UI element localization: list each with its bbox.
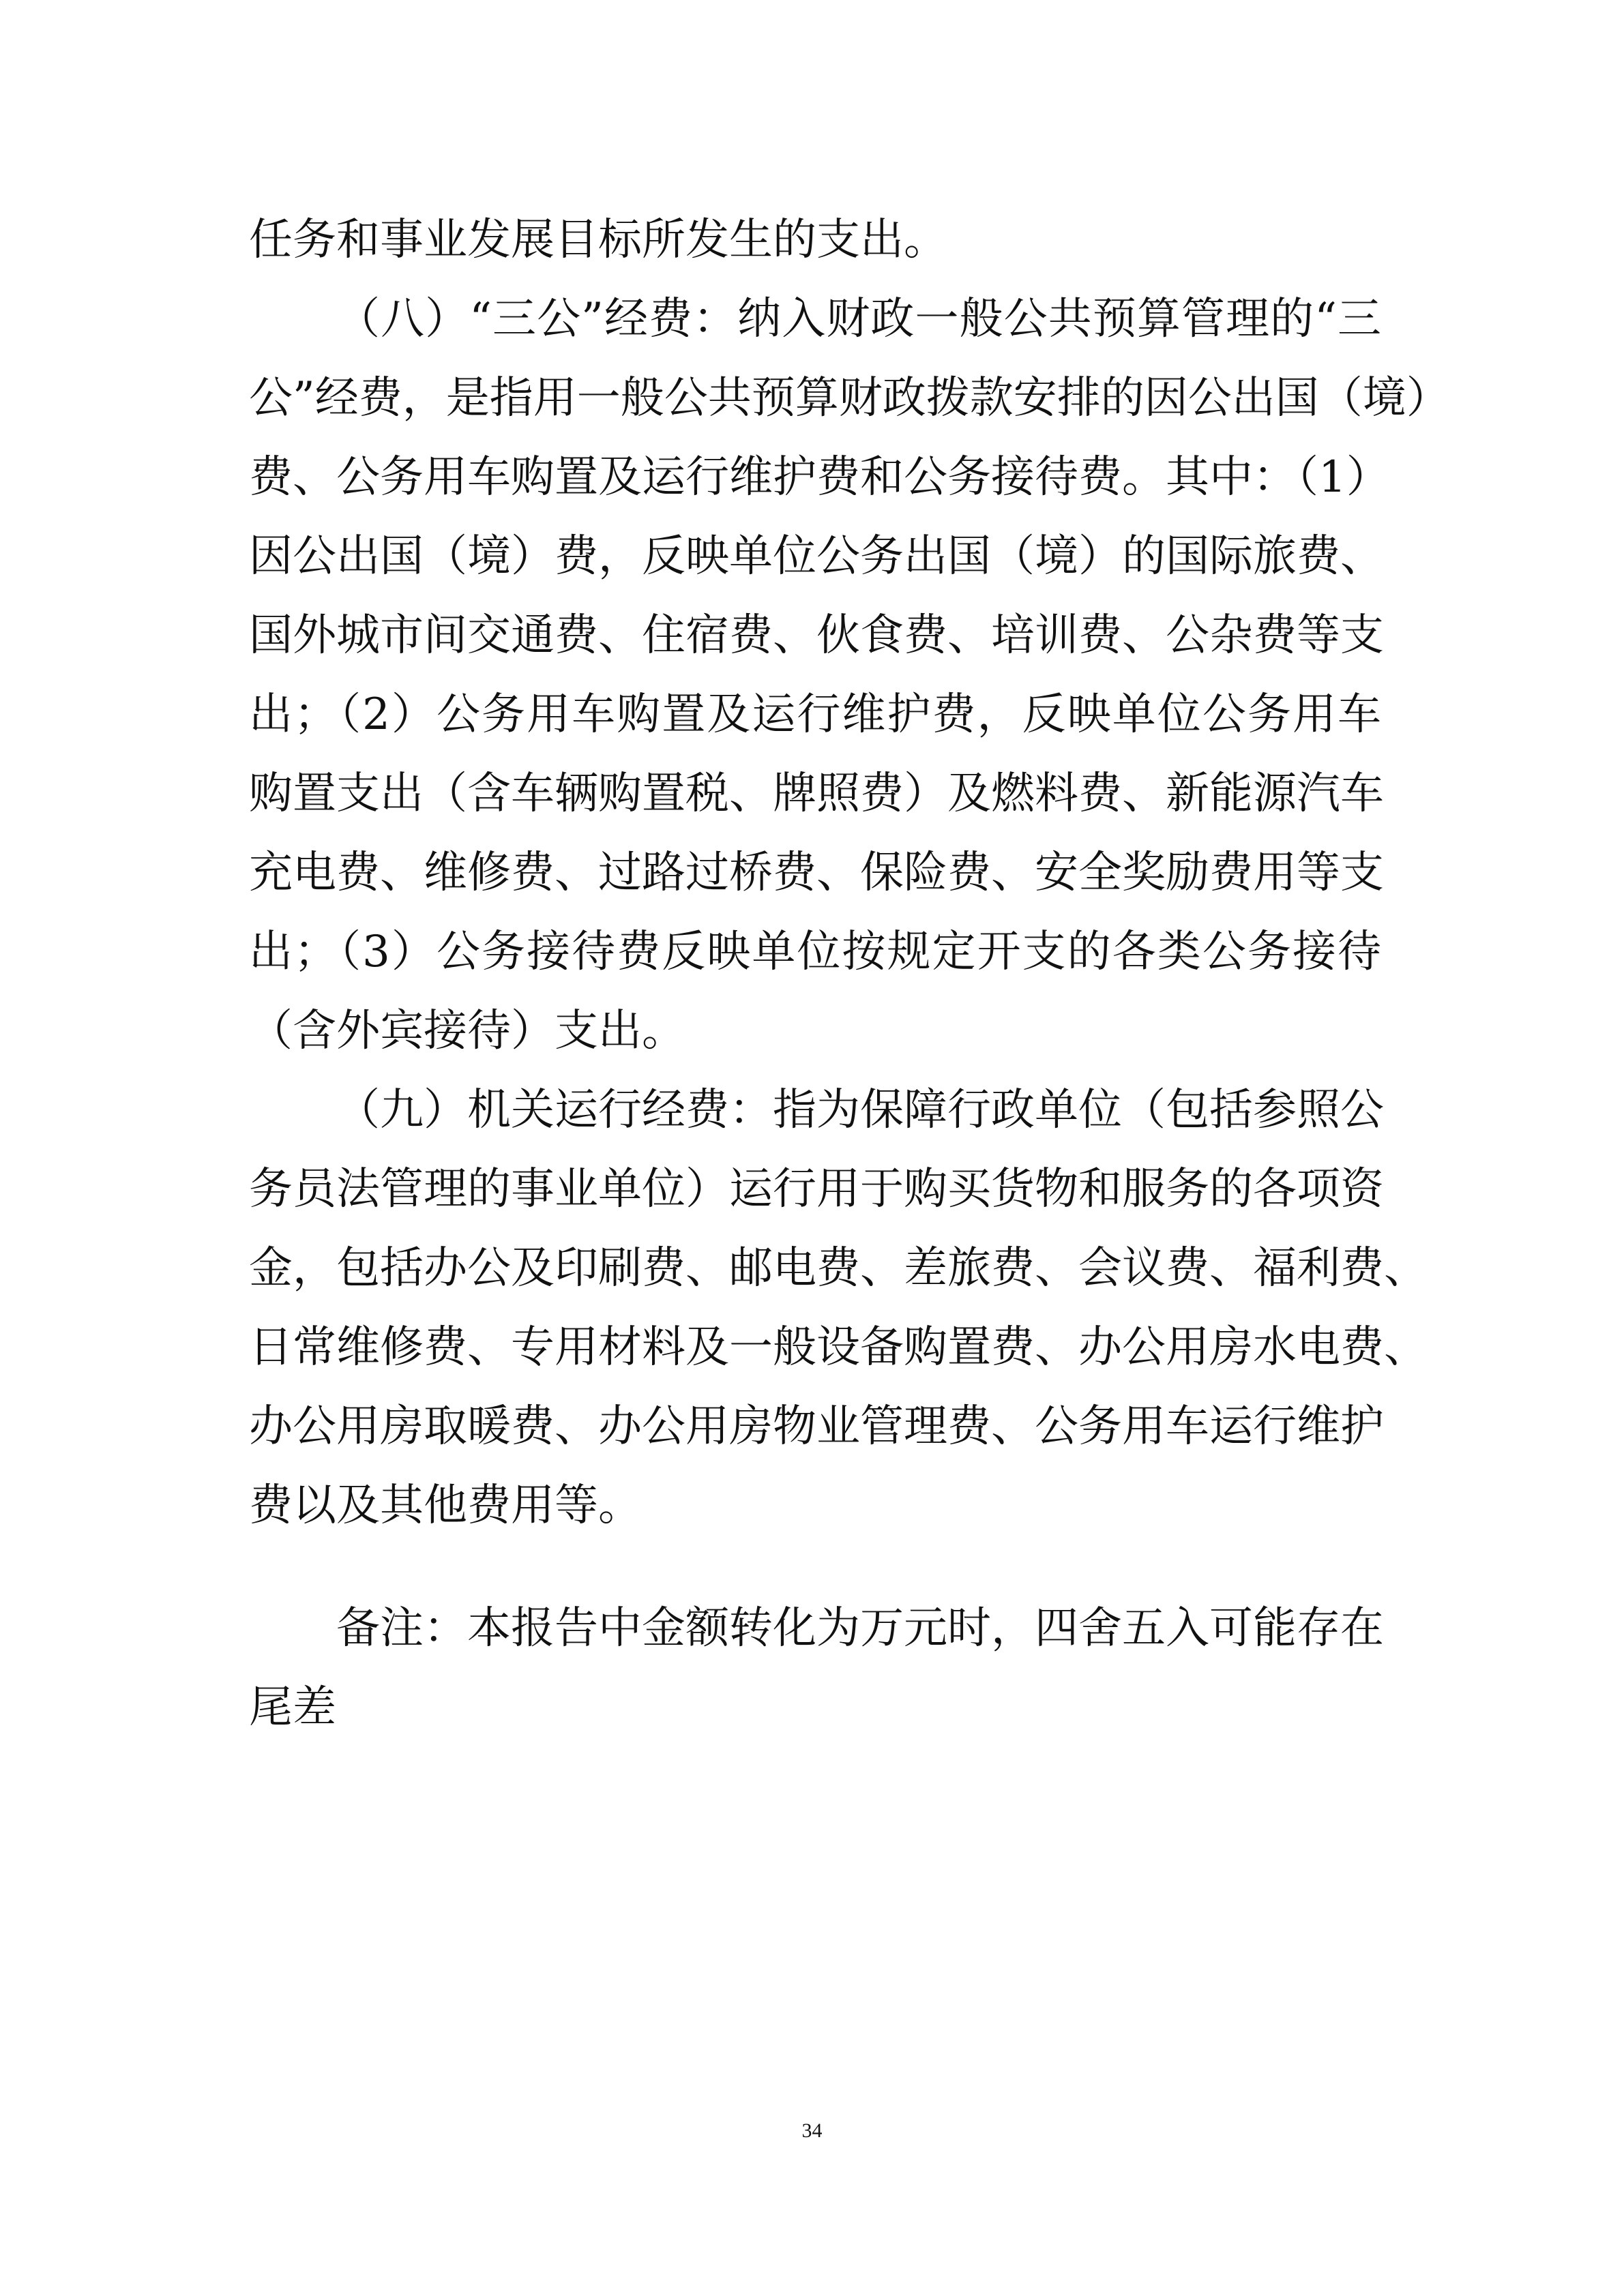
text-line: 公”经费，是指用一般公共预算财政拨款安排的因公出国（境） (249, 373, 1450, 423)
section-heading-nine: （九）机关运行经费：指为保障行政单位（包括参照公 (336, 1085, 1384, 1135)
text-line: 因公出国（境）费，反映单位公务出国（境）的国际旅费、 (249, 531, 1384, 582)
section-heading-eight: （八）“三公”经费：纳入财政一般公共预算管理的“三 (336, 294, 1381, 344)
text-line: 充电费、维修费、过路过桥费、保险费、安全奖励费用等支 (249, 848, 1384, 898)
remark-line: 尾差 (249, 1682, 336, 1733)
page-number: 34 (801, 2119, 823, 2142)
text-line: 务员法管理的事业单位）运行用于购买货物和服务的各项资 (249, 1164, 1384, 1214)
text-line: 费、公务用车购置及运行维护费和公务接待费。其中：（1） (249, 452, 1390, 503)
text-line: 出；（2）公务用车购置及运行维护费，反映单位公务用车 (249, 689, 1381, 740)
text-line: 购置支出（含车辆购置税、牌照费）及燃料费、新能源汽车 (249, 769, 1384, 819)
text-line: 办公用房取暖费、办公用房物业管理费、公务用车运行维护 (249, 1401, 1384, 1452)
remark-line: 备注：本报告中金额转化为万元时，四舍五入可能存在 (336, 1603, 1384, 1654)
text-line: 任务和事业发展目标所发生的支出。 (249, 215, 947, 265)
text-line: 日常维修费、专用材料及一般设备购置费、办公用房水电费、 (249, 1322, 1428, 1373)
text-line: 金，包括办公及印刷费、邮电费、差旅费、会议费、福利费、 (249, 1243, 1428, 1294)
text-line: 国外城市间交通费、住宿费、伙食费、培训费、公杂费等支 (249, 610, 1384, 661)
text-line: （含外宾接待）支出。 (249, 1006, 685, 1056)
text-line: 出；（3）公务接待费反映单位按规定开支的各类公务接待 (249, 927, 1381, 977)
text-line: 费以及其他费用等。 (249, 1480, 642, 1531)
